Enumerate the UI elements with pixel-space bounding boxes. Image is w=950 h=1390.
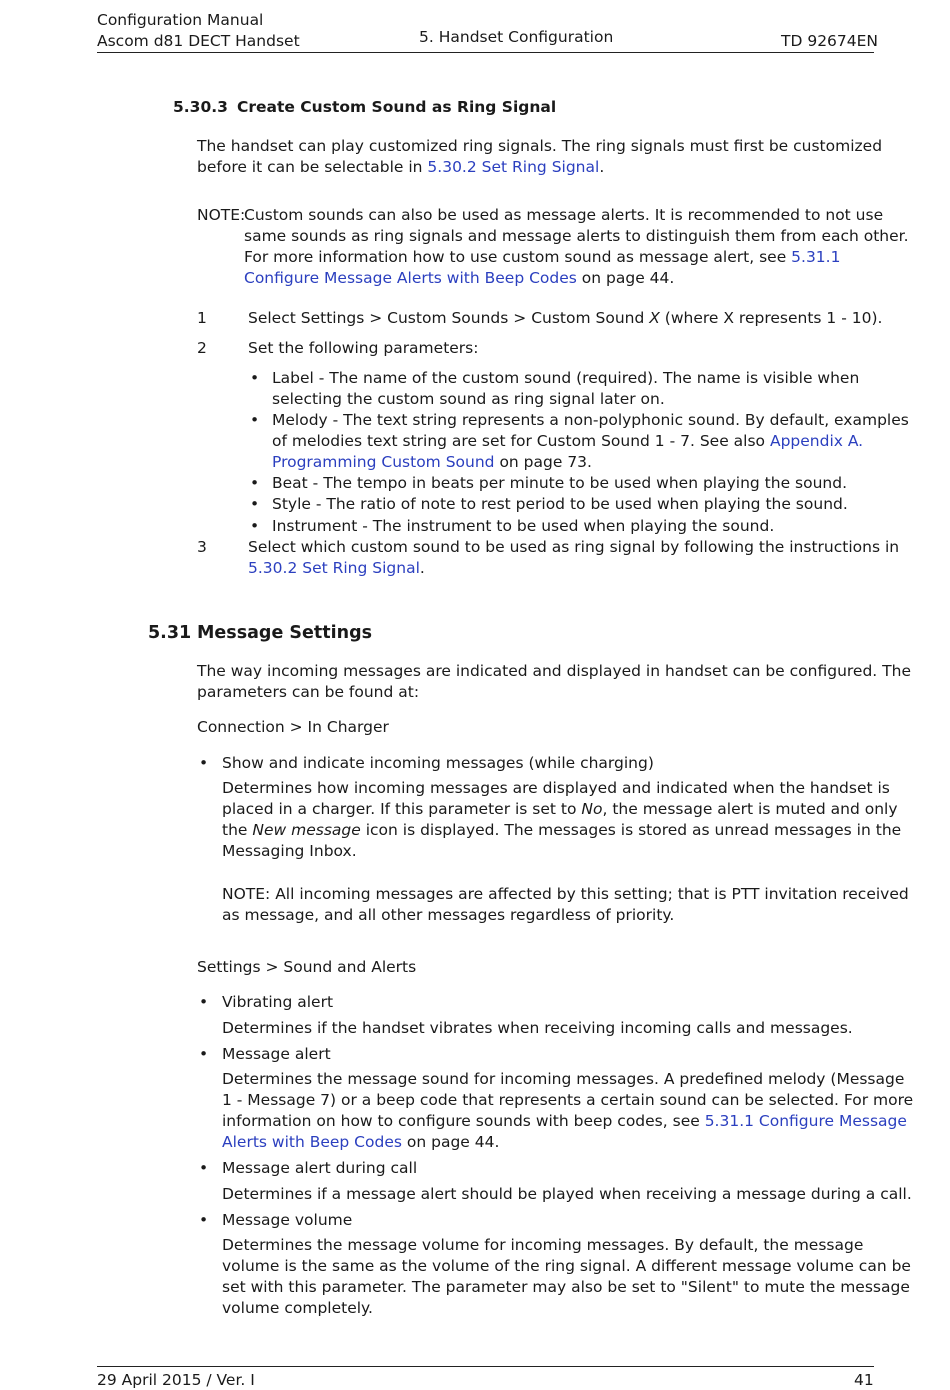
note-line-3 <box>244 247 840 268</box>
melody-text: of melodies text string are set for Custom Sound 1 - 7. See also <box>272 432 770 450</box>
step-1-number: 1 <box>197 309 207 327</box>
item-show-indicate-note-1: NOTE: All incoming messages are affected by this setting; that is PTT invitation received <box>222 885 909 903</box>
footer-page-number: 41 <box>854 1371 874 1389</box>
header-doc-number: TD 92674EN <box>781 32 879 50</box>
header-chapter: 5. Handset Configuration <box>419 28 614 46</box>
path-connection-in-charger: Connection > In Charger <box>197 718 389 736</box>
link-configure-message-alerts[interactable]: Configure Message Alerts with Beep Codes <box>244 269 577 287</box>
step-2-text: Set the following parameters: <box>248 339 479 357</box>
link-programming-custom-sound[interactable]: Programming Custom Sound <box>272 453 495 471</box>
section-531-title: Message Settings <box>197 623 373 643</box>
item-alert-during-call-title: Message alert during call <box>222 1159 418 1177</box>
param-melody-line-1: Melody - The text string represents a non-polyphonic sound. By default, examples <box>272 411 909 429</box>
msg-intro-line-1: The way incoming messages are indicated and displayed in handset can be configured. The <box>197 662 911 680</box>
note-line-1: Custom sounds can also be used as message alerts. It is recommended to not use <box>244 206 884 224</box>
param-label-line-2: selecting the custom sound as ring signal later on. <box>272 390 665 408</box>
link-appendix-a[interactable]: Appendix A. <box>769 432 864 450</box>
show-indicate-new-message: New message <box>252 821 361 839</box>
step-3-line-1: Select which custom sound to be used as ring signal by following the instructions in <box>248 538 900 556</box>
item-show-indicate-title: Show and indicate incoming messages (while charging) <box>222 754 654 772</box>
bullet-melody: • <box>250 411 260 429</box>
item-show-indicate-line-4: Messaging Inbox. <box>222 842 357 860</box>
step-1-text <box>248 308 882 329</box>
bullet-instrument: • <box>250 517 260 535</box>
item-message-volume-line-2: volume is the same as the volume of the ring signal. A different message volume can be <box>222 1257 911 1275</box>
item-message-volume-line-4: volume completely. <box>222 1299 373 1317</box>
header-rule <box>97 52 874 53</box>
item-message-alert-line-3 <box>222 1111 907 1132</box>
param-melody-line-3 <box>272 452 592 473</box>
item-message-volume-line-3: set with this parameter. The parameter may also be set to "Silent" to mute the message <box>222 1278 910 1296</box>
note-page-ref: on page 44. <box>576 269 675 287</box>
bullet-style: • <box>250 495 260 513</box>
msg-intro-line-2: parameters can be found at: <box>197 683 420 701</box>
intro-line-2 <box>197 157 604 178</box>
bullet-vibrating-alert: • <box>199 993 209 1011</box>
item-show-indicate-line-3 <box>222 820 901 841</box>
section-5303-number: 5.30.3 <box>173 98 228 116</box>
show-indicate-no: No <box>581 800 603 818</box>
item-vibrating-alert-line-1: Determines if the handset vibrates when receiving incoming calls and messages. <box>222 1019 853 1037</box>
footer-date-version: 29 April 2015 / Ver. I <box>97 1371 255 1389</box>
param-beat: Beat - The tempo in beats per minute to be used when playing the sound. <box>272 474 848 492</box>
item-alert-during-call-line-1: Determines if a message alert should be played when receiving a message during a call. <box>222 1185 912 1203</box>
section-5303-title: Create Custom Sound as Ring Signal <box>237 98 557 116</box>
header-product: Ascom d81 DECT Handset <box>97 32 300 50</box>
link-set-ring-signal-2[interactable]: 5.30.2 Set Ring Signal <box>248 559 420 577</box>
message-alert-page-ref: on page 44. <box>401 1133 500 1151</box>
item-show-indicate-line-1: Determines how incoming messages are displayed and indicated when the handset is <box>222 779 890 797</box>
intro-period: . <box>599 158 605 176</box>
show-indicate-text-c: icon is displayed. The messages is stored as unread messages in the <box>360 821 902 839</box>
section-531-number: 5.31 <box>148 623 192 643</box>
item-message-volume-title: Message volume <box>222 1211 353 1229</box>
show-indicate-the: the <box>222 821 253 839</box>
bullet-beat: • <box>250 474 260 492</box>
item-show-indicate-note-2: as message, and all other messages regardless of priority. <box>222 906 675 924</box>
item-vibrating-alert-title: Vibrating alert <box>222 993 334 1011</box>
intro-text: before it can be selectable in <box>197 158 428 176</box>
step-3-period: . <box>419 559 425 577</box>
bullet-message-volume: • <box>199 1211 209 1229</box>
item-message-alert-line-4 <box>222 1132 499 1153</box>
bullet-alert-during-call: • <box>199 1159 209 1177</box>
note-line-2: same sounds as ring signals and message alerts to distinguish them from each other. <box>244 227 909 245</box>
message-alert-text: information on how to configure sounds with beep codes, see <box>222 1112 705 1130</box>
link-set-ring-signal[interactable]: 5.30.2 Set Ring Signal <box>427 158 600 176</box>
item-message-alert-line-2: 1 - Message 7) or a beep code that represents a certain sound can be selected. For more <box>222 1091 914 1109</box>
path-settings-sound-alerts: Settings > Sound and Alerts <box>197 958 417 976</box>
bullet-show-indicate: • <box>199 754 209 772</box>
step-1-x: X <box>649 309 660 327</box>
item-message-alert-title: Message alert <box>222 1045 331 1063</box>
note-line-4 <box>244 268 674 289</box>
intro-line-1: The handset can play customized ring signals. The ring signals must first be customized <box>197 137 883 155</box>
note-text: For more information how to use custom sound as message alert, see <box>244 248 792 266</box>
header-doc-type: Configuration Manual <box>97 11 264 29</box>
bullet-message-alert: • <box>199 1045 209 1063</box>
link-5311-configure-message[interactable]: 5.31.1 Configure Message <box>704 1112 907 1130</box>
step-2-number: 2 <box>197 339 207 357</box>
show-indicate-text-a: placed in a charger. If this parameter is set to <box>222 800 582 818</box>
footer-rule <box>97 1366 874 1367</box>
item-message-volume-line-1: Determines the message volume for incoming messages. By default, the message <box>222 1236 864 1254</box>
step-1-tail: (where X represents 1 - 10). <box>659 309 883 327</box>
step-3-number: 3 <box>197 538 207 556</box>
step-3-line-2 <box>248 558 425 579</box>
param-label-line-1: Label - The name of the custom sound (required). The name is visible when <box>272 369 860 387</box>
param-style: Style - The ratio of note to rest period to be used when playing the sound. <box>272 495 848 513</box>
melody-page-ref: on page 73. <box>494 453 592 471</box>
item-show-indicate-line-2 <box>222 799 898 820</box>
link-alerts-with-beep-codes[interactable]: Alerts with Beep Codes <box>222 1133 402 1151</box>
param-instrument: Instrument - The instrument to be used when playing the sound. <box>272 517 775 535</box>
item-message-alert-line-1: Determines the message sound for incoming messages. A predefined melody (Message <box>222 1070 905 1088</box>
note-label: NOTE: <box>197 206 246 224</box>
step-1-path: Select Settings > Custom Sounds > Custom Sound <box>248 309 650 327</box>
bullet-label: • <box>250 369 260 387</box>
link-5311[interactable]: 5.31.1 <box>791 248 841 266</box>
param-melody-line-2 <box>272 431 863 452</box>
show-indicate-text-b: , the message alert is muted and only <box>602 800 898 818</box>
